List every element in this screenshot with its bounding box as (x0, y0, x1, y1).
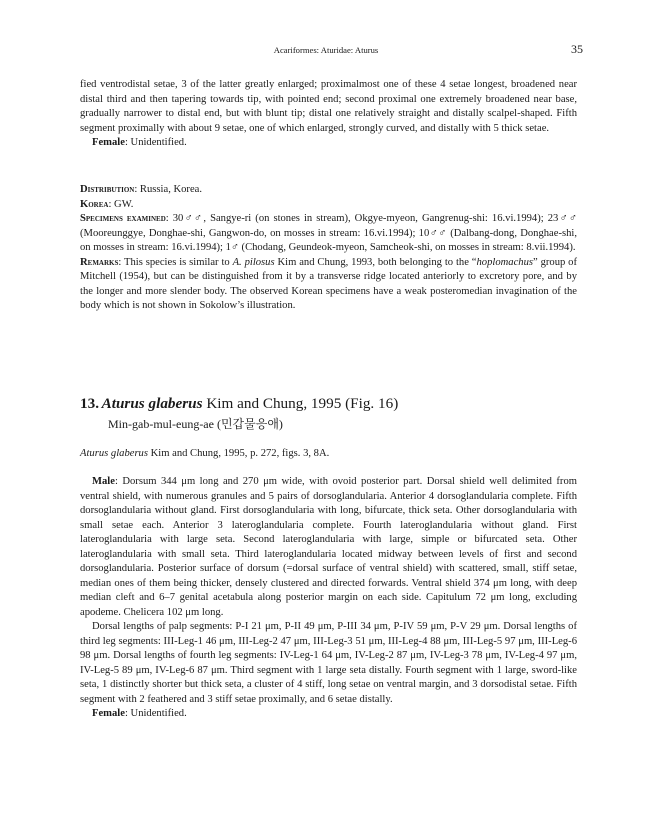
remarks-label: Remarks (80, 256, 119, 268)
korea-line (80, 198, 577, 213)
korea-text: : GW. (108, 198, 134, 210)
previous-species-section (80, 78, 577, 151)
synonym-citation: Kim and Chung, 1995, p. 272, figs. 3, 8A. (147, 448, 330, 459)
remarks-species-name: A. pilosus (232, 256, 275, 268)
male-paragraph (80, 475, 577, 620)
species-taxon: Aturus glaberus (101, 395, 203, 412)
species-title (80, 394, 577, 416)
species-description (80, 475, 577, 722)
page-number: 35 (571, 42, 583, 56)
remarks-text-a: : This species is similar to (118, 256, 233, 268)
korea-label: Korea (80, 198, 109, 210)
distribution-text: : Russia, Korea. (134, 184, 203, 195)
species-number: 13. (80, 395, 99, 412)
species-heading (80, 394, 577, 432)
korean-common-name: Min-gab-mul-eung-ae (민갑물응애) (108, 417, 283, 431)
specimens-text: : 30♂♂, Sangye-ri (on stones in stream), Okgye-myeon, Gangrenug-shi: 16.vi.1994); 23♂♂ (Mooreunggye, Donghae-shi, Gangwon-do, on mosses in stream: 16.vi.1994); 10♂♂ (Dalbang-dong, Donghae-shi, on mosses in stream: 16.vi.1994); 1♂ (Chodang, Geundeok-myeon, Samcheok-shi, on mosses in stream: 8.vii.1994). (80, 213, 577, 253)
remarks-group-name: hoplomachus (476, 256, 533, 268)
female-line-13 (80, 707, 577, 722)
female-text: : Unidentified. (124, 137, 187, 148)
synonym-taxon: Aturus glaberus (80, 448, 148, 459)
specimens-paragraph (80, 212, 577, 256)
distribution-section (80, 183, 577, 314)
male-text: : Dorsum 344 μm long and 270 μm wide, with ovoid posterior part. Dorsal shield well delimited from ventral shield, with numerous granules and 5 pairs of dorsoglandularia. Anterior 4 dorsoglandularia complete. Fifth dorsoglandularia without gland. First dorsoglandularia with long, bifurcate, thick seta. Other dorsoglandularia with small setae each. Anterior 3 lateroglandularia complete. Fourth lateroglandularia without gland. First lateroglandularia with large seta. Second lateroglandularia with large, simple or bifurcated seta. Other lateroglandularia with small seta. Third lateroglandularia located midway between levels of first and second dorsoglandularia. Posterior surface of dorsum (=dorsal surface of ventral shield) with scattered, small, stiff setae, median ones of them being thicker, densely clustered and directed forwards. Ventral shield 374 μm long, with deep median cleft and 6–7 genital acetabula along posterior margin on each side. Capitulum 72 μm long, excluding apodeme. Chelicera 102 μm long. (80, 476, 577, 618)
synonym-section (80, 447, 577, 462)
running-head (0, 45, 652, 55)
distribution-line (80, 183, 577, 198)
male-label: Male (92, 476, 115, 487)
remarks-text-b: Kim and Chung, 1993, both belonging to the “ (274, 256, 477, 268)
female-text-13: : Unidentified. (124, 708, 187, 719)
specimens-label: Specimens examined (80, 213, 166, 224)
species-authority: Kim and Chung, 1995 (Fig. 16) (202, 395, 399, 412)
female-label: Female (92, 137, 125, 148)
running-head-text: Acariformes: Aturidae: Aturus (273, 45, 379, 55)
remarks-paragraph (80, 256, 577, 314)
distribution-label: Distribution (80, 184, 135, 195)
remarks-text-c: ” group of Mitchell (1954), but can be distinguished from it by a transverse ridge located anteriorly to excretory pore, and by the longer and more slender body. The observed Korean specimens have a weak posteromedian invagination of the body which is not shown in Sokolow’s illustration. (80, 256, 578, 311)
leg-description-paragraph: fied ventrodistal setae, 3 of the latter greatly enlarged; proximalmost one of these 4 setae longest, broadened near distal third and then tapering towards tip, with pointed end; second proximal one extremely broadened near base, gradually narrower to distal end, but with blunt tip; distal one relatively straight and distally scalpel-shaped. Fifth segment proximally with about 9 setae, one of which enlarged, strongly curved, and distally with 5 thick setae. (80, 79, 577, 134)
synonym-line (80, 447, 577, 462)
female-line (80, 136, 577, 151)
leg-measurements-paragraph: Dorsal lengths of palp segments: P-I 21 μm, P-II 49 μm, P-III 34 μm, P-IV 59 μm, P-V 29 μm. Dorsal lengths of third leg segments: III-Leg-1 46 μm, III-Leg-2 47 μm, III-Leg-3 51 μm, III-Leg-4 88 μm, III-Leg-5 97 μm, III-Leg-6 98 μm. Dorsal lengths of fourth leg segments: IV-Leg-1 64 μm, IV-Leg-2 87 μm, IV-Leg-3 78 μm, IV-Leg-4 97 μm, IV-Leg-5 89 μm, IV-Leg-6 87 μm. Third segment with 1 large seta distally. Fourth segment with 1 large, sword-like seta, 1 distinctly shorter but thick seta, a cluster of 4 stiff, long setae on ventral margin, and 3 dorsodistal setae. Fifth segment with 2 feathered and 3 stiff setae proximally, and 6 setae distally. (80, 621, 577, 705)
female-label-13: Female (92, 708, 125, 719)
